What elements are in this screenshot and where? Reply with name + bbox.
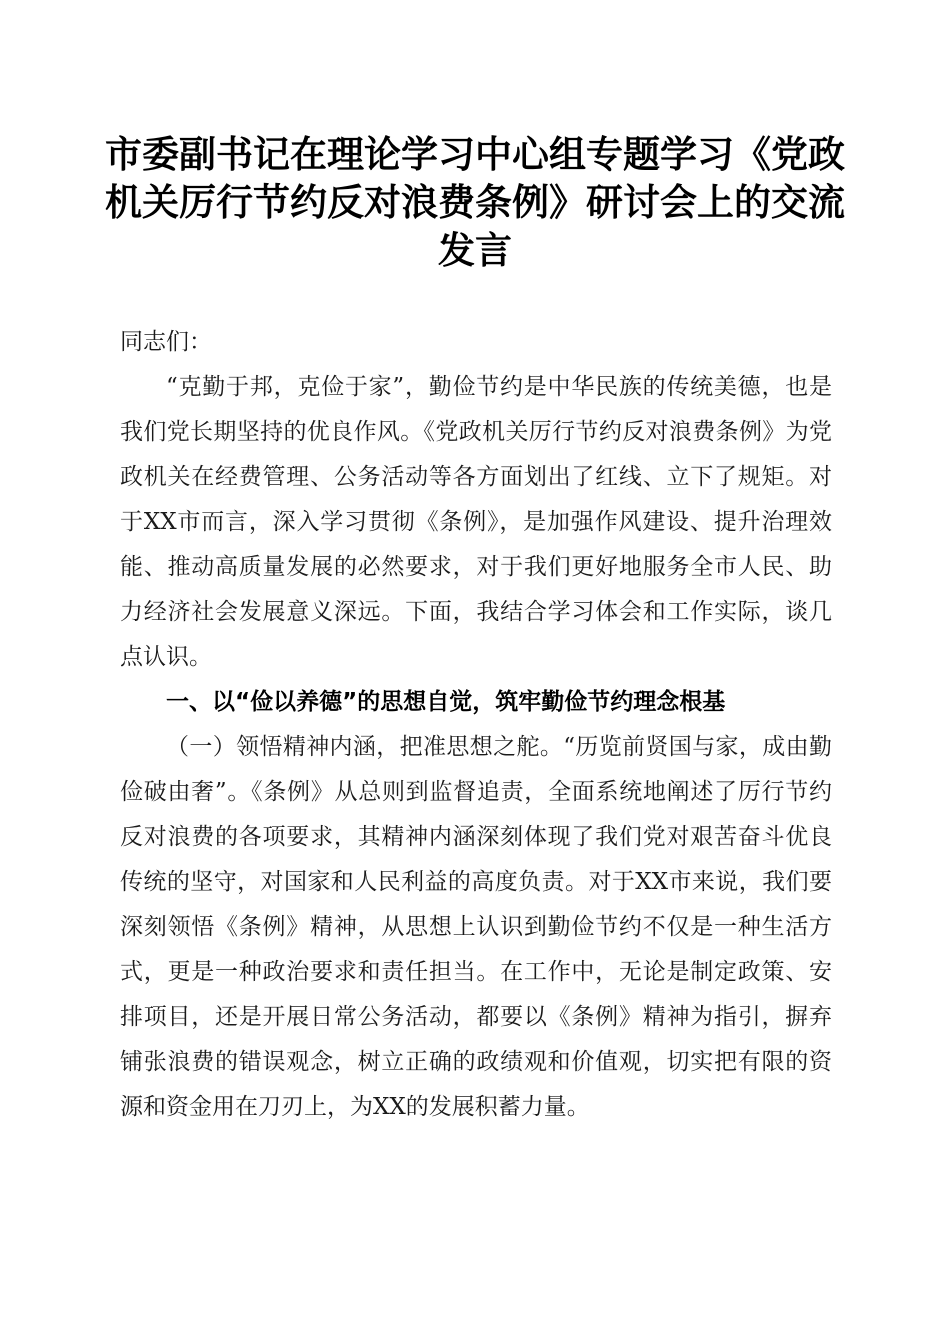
section-1-paragraph-1: （一）领悟精神内涵，把准思想之舵。“历览前贤国与家，成由勤俭破由奢”。《条例》从总则到监督追责，全面系统地阐述了厉行节约反对浪费的各项要求，其精神内涵深刻体现了我们党对艰苦奋斗优良传统的坚守，对国家和人民利益的高度负责。对于XX市来说，我们要深刻领悟《条例》精神，从思想上认识到勤俭节约不仅是一种生活方式，更是一种政治要求和责任担当。在工作中，无论是制定政策、安排项目，还是开展日常公务活动，都要以《条例》精神为指引，摒弃铺张浪费的错误观念，树立正确的政绩观和价值观，切实把有限的资源和资金用在刀刃上，为XX的发展积蓄力量。	[120, 734, 832, 1120]
section-heading-1: 一、以“俭以养德”的思想自觉，筑牢勤俭节约理念根基	[166, 689, 726, 715]
document-body	[120, 320, 832, 1130]
greeting: 同志们：	[120, 329, 212, 355]
document-title: 市委副书记在理论学习中心组专题学习《党政机关厉行节约反对浪费条例》研讨会上的交流发言	[105, 132, 845, 272]
intro-paragraph: “克勤于邦，克俭于家”，勤俭节约是中华民族的传统美德，也是我们党长期坚持的优良作风。《党政机关厉行节约反对浪费条例》为党政机关在经费管理、公务活动等各方面划出了红线、立下了规矩。对于XX市而言，深入学习贯彻《条例》，是加强作风建设、提升治理效能、推动高质量发展的必然要求，对于我们更好地服务全市人民、助力经济社会发展意义深远。下面，我结合学习体会和工作实际，谈几点认识。	[120, 374, 832, 670]
